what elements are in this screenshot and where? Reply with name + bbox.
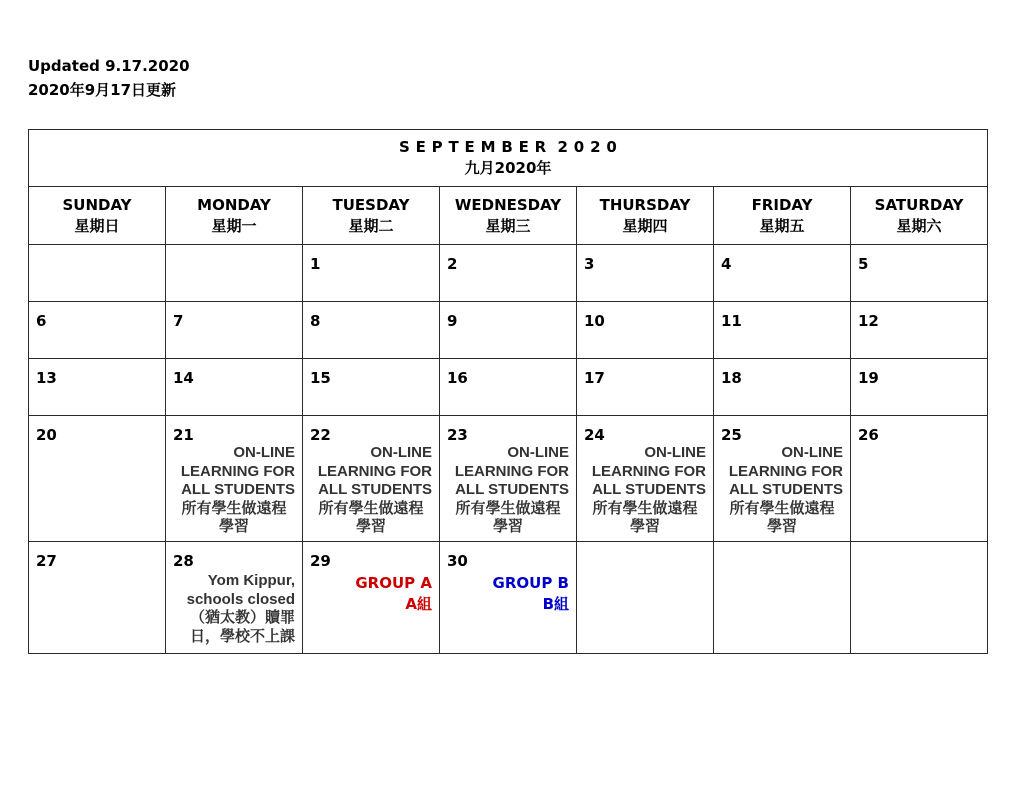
weekday-name-zh: 星期四 [622, 216, 668, 235]
day-number: 6 [36, 312, 47, 330]
online-learning-note [310, 444, 432, 537]
note-line: LEARNING FOR [180, 462, 295, 480]
day-number: 10 [584, 312, 605, 330]
group-a-note [310, 573, 432, 615]
weekday-header-friday [714, 187, 851, 245]
day-cell-24 [577, 416, 714, 542]
online-learning-note [584, 444, 706, 537]
note-line-zh: 學習 [629, 518, 660, 535]
day-number: 29 [310, 552, 331, 570]
day-number: 7 [173, 312, 184, 330]
weekday-name-zh: 星期六 [896, 216, 942, 235]
weekday-header-thursday [577, 187, 714, 245]
weekday-name-zh: 星期日 [74, 216, 120, 235]
week-row-4 [29, 416, 988, 542]
note-line-zh: 所有學生做遠程 [592, 499, 698, 517]
weekday-name-zh: 星期五 [759, 216, 805, 235]
day-number: 12 [858, 312, 879, 330]
note-line-zh: 學習 [492, 518, 523, 535]
day-number: 8 [310, 312, 321, 330]
day-cell-6 [29, 302, 166, 359]
day-cell-12 [851, 302, 988, 359]
month-title-row [29, 130, 988, 187]
day-cell-17 [577, 359, 714, 416]
note-line-zh: 所有學生做遠程 [181, 499, 287, 517]
week-row-5 [29, 542, 988, 654]
day-number: 30 [447, 552, 468, 570]
day-cell-14 [166, 359, 303, 416]
day-number: 17 [584, 369, 605, 387]
day-cell-1 [303, 245, 440, 302]
month-title: S E P T E M B E R 2 0 2 0 [398, 138, 618, 156]
day-number: 21 [173, 426, 194, 444]
note-line: ON-LINE [370, 444, 432, 461]
day-number: 5 [858, 255, 869, 273]
day-number: 9 [447, 312, 458, 330]
empty-day-cell [851, 542, 988, 654]
weekday-name-zh: 星期二 [348, 216, 394, 235]
day-number: 23 [447, 426, 468, 444]
empty-day-cell [29, 245, 166, 302]
calendar-table [28, 129, 988, 654]
note-line-zh: 學習 [766, 518, 797, 535]
day-cell-22 [303, 416, 440, 542]
day-cell-26 [851, 416, 988, 542]
week-row-1 [29, 245, 988, 302]
weekday-name: FRIDAY [751, 195, 813, 214]
day-number: 3 [584, 255, 595, 273]
note-line: schools closed [186, 590, 295, 608]
note-line: ALL STUDENTS [455, 481, 569, 498]
weekday-header-tuesday [303, 187, 440, 245]
day-cell-29 [303, 542, 440, 654]
weekday-header-sunday [29, 187, 166, 245]
day-cell-23 [440, 416, 577, 542]
note-line: ALL STUDENTS [592, 481, 706, 498]
day-cell-27 [29, 542, 166, 654]
note-line: ALL STUDENTS [181, 481, 295, 498]
day-cell-5 [851, 245, 988, 302]
day-number: 4 [721, 255, 732, 273]
updated-date-zh: 2020年9月17日更新 [28, 81, 177, 99]
weekday-header-row [29, 187, 988, 245]
note-line: ALL STUDENTS [729, 481, 843, 498]
day-cell-25 [714, 416, 851, 542]
day-number: 19 [858, 369, 879, 387]
week-row-3 [29, 359, 988, 416]
note-line: ON-LINE [233, 444, 295, 461]
day-cell-28 [166, 542, 303, 654]
day-number: 22 [310, 426, 331, 444]
day-number: 24 [584, 426, 605, 444]
week-row-2 [29, 302, 988, 359]
empty-day-cell [714, 542, 851, 654]
note-line: ON-LINE [644, 444, 706, 461]
weekday-name-zh: 星期一 [211, 216, 257, 235]
empty-day-cell [577, 542, 714, 654]
day-number: 26 [858, 426, 879, 444]
day-number: 28 [173, 552, 194, 570]
note-line: LEARNING FOR [454, 462, 569, 480]
weekday-name-zh: 星期三 [485, 216, 531, 235]
online-learning-note [173, 444, 295, 537]
note-line-zh: 學習 [355, 518, 386, 535]
weekday-name: SATURDAY [874, 195, 964, 214]
day-number: 11 [721, 312, 742, 330]
online-learning-note [447, 444, 569, 537]
weekday-header-wednesday [440, 187, 577, 245]
day-number: 25 [721, 426, 742, 444]
online-learning-note [721, 444, 843, 537]
note-line-zh: 日，學校不上課 [189, 627, 295, 645]
day-cell-20 [29, 416, 166, 542]
note-line: LEARNING FOR [317, 462, 432, 480]
day-cell-11 [714, 302, 851, 359]
note-line: ALL STUDENTS [318, 481, 432, 498]
weekday-name: THURSDAY [599, 195, 691, 214]
month-title-cell [29, 130, 988, 187]
day-number: 15 [310, 369, 331, 387]
day-cell-7 [166, 302, 303, 359]
group-b-note [447, 573, 569, 615]
day-cell-10 [577, 302, 714, 359]
group-label: GROUP B [492, 574, 569, 592]
day-cell-8 [303, 302, 440, 359]
note-line-zh: 所有學生做遠程 [455, 499, 561, 517]
day-number: 13 [36, 369, 57, 387]
day-number: 1 [310, 255, 321, 273]
day-cell-15 [303, 359, 440, 416]
yom-kippur-note [173, 572, 295, 646]
weekday-header-saturday [851, 187, 988, 245]
note-line-zh: 所有學生做遠程 [729, 499, 835, 517]
updated-date-en: Updated 9.17.2020 [28, 57, 190, 75]
group-label: GROUP A [355, 574, 432, 592]
day-number: 27 [36, 552, 57, 570]
empty-day-cell [166, 245, 303, 302]
day-cell-21 [166, 416, 303, 542]
day-number: 20 [36, 426, 57, 444]
day-cell-3 [577, 245, 714, 302]
day-number: 14 [173, 369, 194, 387]
weekday-name: SUNDAY [62, 195, 132, 214]
note-line-zh: （猶太教）贖罪 [189, 609, 295, 626]
note-line: Yom Kippur, [207, 572, 295, 589]
note-line-zh: 所有學生做遠程 [318, 499, 424, 517]
day-cell-19 [851, 359, 988, 416]
day-cell-9 [440, 302, 577, 359]
note-line: ON-LINE [507, 444, 569, 461]
day-cell-18 [714, 359, 851, 416]
weekday-name: WEDNESDAY [454, 195, 562, 214]
note-line: LEARNING FOR [728, 462, 843, 480]
day-number: 18 [721, 369, 742, 387]
group-label-zh: A組 [405, 595, 432, 613]
day-cell-16 [440, 359, 577, 416]
note-line: LEARNING FOR [591, 462, 706, 480]
month-title-zh: 九月2020年 [464, 159, 552, 177]
note-line-zh: 學習 [218, 518, 249, 535]
day-cell-4 [714, 245, 851, 302]
day-number: 16 [447, 369, 468, 387]
day-cell-2 [440, 245, 577, 302]
weekday-header-monday [166, 187, 303, 245]
group-label-zh: B組 [542, 595, 569, 613]
day-cell-30 [440, 542, 577, 654]
weekday-name: TUESDAY [332, 195, 410, 214]
note-line: ON-LINE [781, 444, 843, 461]
weekday-name: MONDAY [197, 195, 271, 214]
day-cell-13 [29, 359, 166, 416]
day-number: 2 [447, 255, 458, 273]
update-note [28, 54, 190, 102]
